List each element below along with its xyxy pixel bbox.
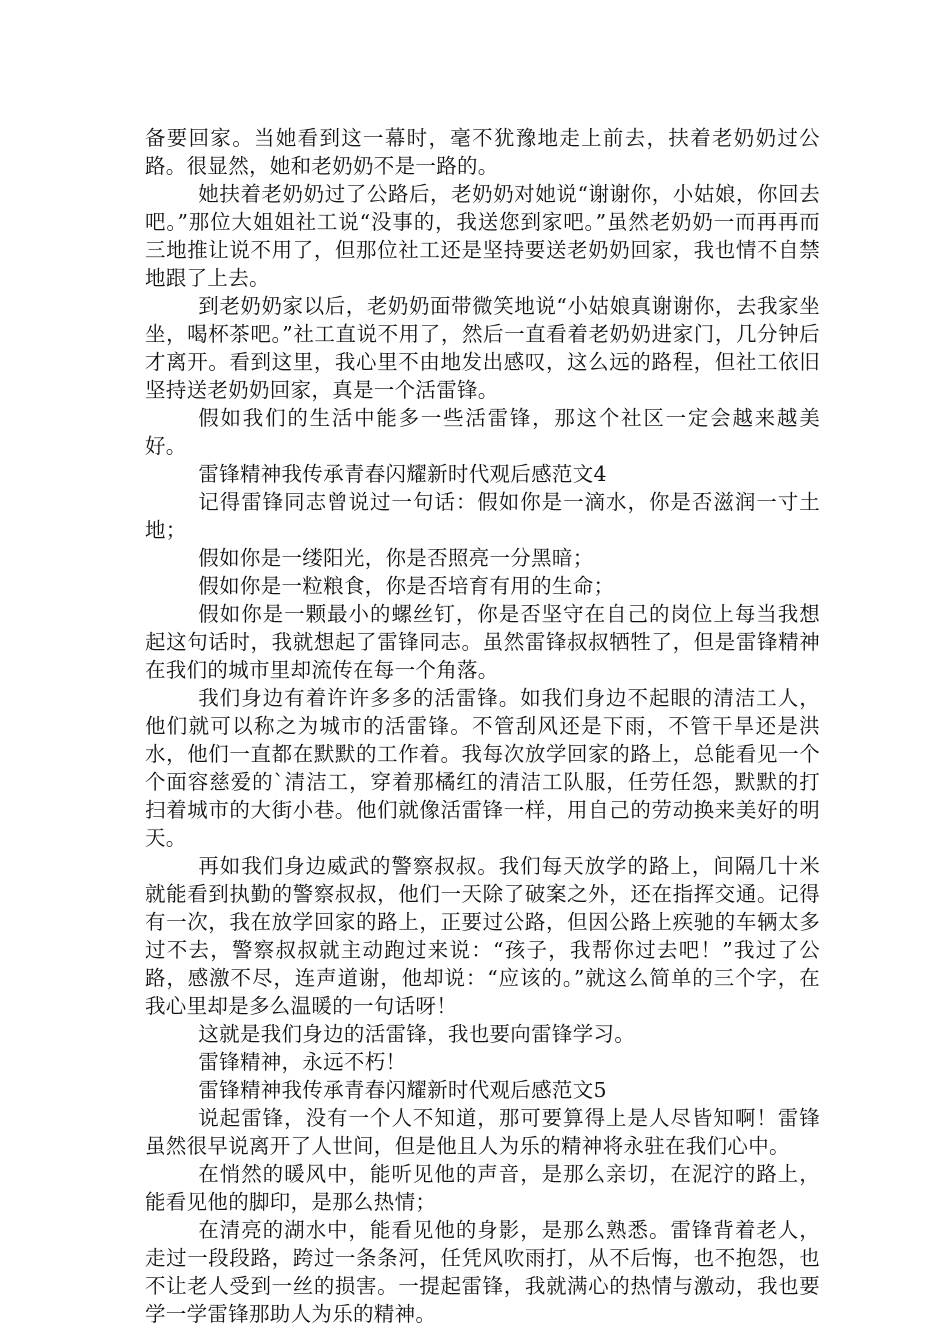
paragraph-12: 雷锋精神，永远不朽！ <box>198 1050 407 1074</box>
paragraph-1: 备要回家。当她看到这一幕时，毫不犹豫地走上前去，扶着老奶奶过公路。很显然，她和老奶奶不是一路的。 <box>145 126 820 178</box>
paragraph-13: 说起雷锋，没有一个人不知道，那可要算得上是人尽皆知啊！雷锋虽然很早说离开了人世间，但是他且人为乐的精神将永驻在我们心中。 <box>145 1106 820 1158</box>
paragraph-9: 我们身边有着许许多多的活雷锋。如我们身边不起眼的清洁工人，他们就可以称之为城市的活雷锋。不管刮风还是下雨，不管干旱还是洪水，他们一直都在默默的工作着。我每次放学回家的路上，总能看见一个个面容慈爱的`清洁工，穿着那橘红的清洁工队服，任劳任怨，默默的打扫着城市的大街小巷。他们就像活雷锋一样，用自己的劳动换来美好的明天。 <box>145 686 820 850</box>
section-heading-4: 雷锋精神我传承青春闪耀新时代观后感范文4 <box>198 462 607 486</box>
section-heading-5: 雷锋精神我传承青春闪耀新时代观后感范文5 <box>198 1078 607 1102</box>
paragraph-3: 到老奶奶家以后，老奶奶面带微笑地说“小姑娘真谢谢你，去我家坐坐，喝杯茶吧。”社工直说不用了，然后一直看着老奶奶进家门，几分钟后才离开。看到这里，我心里不由地发出感叹，这么远的路程，但社工依旧坚持送老奶奶回家，真是一个活雷锋。 <box>145 294 820 402</box>
paragraph-10: 再如我们身边威武的警察叔叔。我们每天放学的路上，间隔几十米就能看到执勤的警察叔叔，他们一天除了破案之外，还在指挥交通。记得有一次，我在放学回家的路上，正要过公路，但因公路上疾驰的车辆太多过不去，警察叔叔就主动跑过来说：“孩子，我帮你过去吧！”我过了公路，感激不尽，连声道谢，他却说：“应该的。”就这么简单的三个字，在我心里却是多么温暖的一句话呀！ <box>145 854 820 1018</box>
paragraph-8: 假如你是一颗最小的螺丝钉，你是否坚守在自己的岗位上每当我想起这句话时，我就想起了雷锋同志。虽然雷锋叔叔牺牲了，但是雷锋精神在我们的城市里却流传在每一个角落。 <box>145 602 820 682</box>
paragraph-14: 在悄然的暖风中，能听见他的声音，是那么亲切，在泥泞的路上，能看见他的脚印，是那么热情； <box>145 1162 820 1214</box>
paragraph-15: 在清亮的湖水中，能看见他的身影，是那么熟悉。雷锋背着老人，走过一段段路，跨过一条条河，任凭风吹雨打，从不后悔，也不抱怨，也不让老人受到一丝的损害。一提起雷锋，我就满心的热情与激动，我也要学一学雷锋那助人为乐的精神。 <box>145 1218 820 1326</box>
paragraph-6: 假如你是一缕阳光，你是否照亮一分黑暗； <box>198 546 594 570</box>
document-page <box>145 124 820 1328</box>
paragraph-4: 假如我们的生活中能多一些活雷锋，那这个社区一定会越来越美好。 <box>145 406 820 458</box>
paragraph-11: 这就是我们身边的活雷锋，我也要向雷锋学习。 <box>198 1022 636 1046</box>
paragraph-7: 假如你是一粒粮食，你是否培育有用的生命； <box>198 574 615 598</box>
paragraph-2: 她扶着老奶奶过了公路后，老奶奶对她说“谢谢你，小姑娘，你回去吧。”那位大姐姐社工说“没事的，我送您到家吧。”虽然老奶奶一而再再而三地推让说不用了，但那位社工还是坚持要送老奶奶回家，我也情不自禁地跟了上去。 <box>145 182 820 290</box>
paragraph-5: 记得雷锋同志曾说过一句话：假如你是一滴水，你是否滋润一寸土地； <box>145 490 820 542</box>
